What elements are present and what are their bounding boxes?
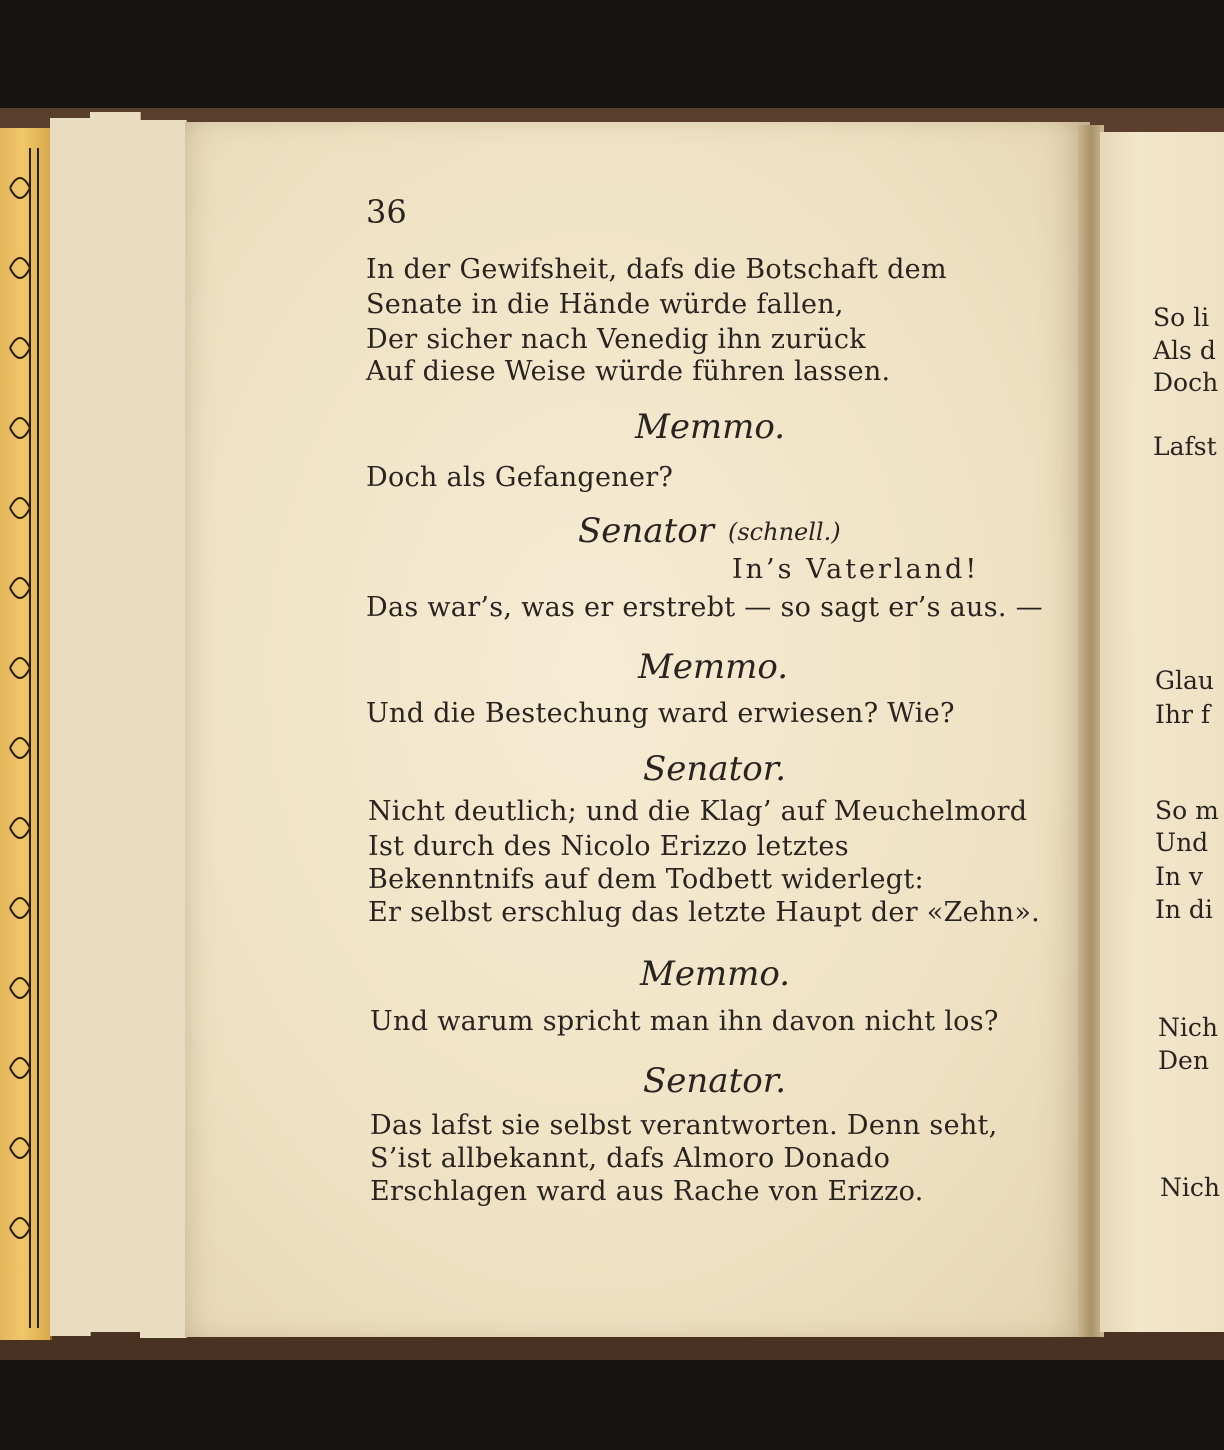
text-line: Nicht deutlich; und die Klag’ auf Meuchelmord xyxy=(368,796,1028,827)
text-line: Das war’s, was er erstrebt — so sagt er’s aus. — xyxy=(366,592,1043,623)
text-line: Das lafst sie selbst verantworten. Denn seht, xyxy=(370,1110,998,1141)
text-line: Senate in die Hände würde fallen, xyxy=(366,289,844,320)
text-line: Doch als Gefangener? xyxy=(366,462,674,493)
text-line: S’ist allbekannt, dafs Almoro Donado xyxy=(370,1143,891,1174)
text-line: Und warum spricht man ihn davon nicht los? xyxy=(370,1006,999,1037)
text-line: Und die Bestechung ward erwiesen? Wie? xyxy=(366,698,955,729)
page-edges-middle xyxy=(90,112,141,1332)
spine-ornament-icon xyxy=(0,128,50,1340)
text-line: Erschlagen ward aus Rache von Erizzo. xyxy=(370,1176,924,1207)
page-edges-outer xyxy=(50,118,91,1336)
right-page-fragment: In v xyxy=(1155,862,1204,891)
speaker-name: Memmo. xyxy=(638,647,789,687)
right-page-fragment: Ihr f xyxy=(1155,700,1211,729)
stage-direction: (schnell.) xyxy=(728,518,841,546)
speaker-name: Senator. xyxy=(643,1061,787,1101)
right-page-fragment: So li xyxy=(1153,303,1210,332)
right-page-fragment: Glau xyxy=(1155,666,1214,695)
right-page-fragment: Nich xyxy=(1160,1173,1220,1202)
text-line: Auf diese Weise würde führen lassen. xyxy=(366,356,891,387)
right-page-fragment: In di xyxy=(1155,895,1213,924)
page-number: 36 xyxy=(366,193,407,231)
right-page-fragment: Doch xyxy=(1153,368,1219,397)
text-line: Ist durch des Nicolo Erizzo letztes xyxy=(368,831,849,862)
text-line: Er selbst erschlug das letzte Haupt der «Zehn». xyxy=(368,897,1041,928)
text-line: Der sicher nach Venedig ihn zurück xyxy=(366,324,866,355)
speaker-name: Memmo. xyxy=(640,954,791,994)
text-line: In’s Vaterland! xyxy=(732,554,980,585)
right-page-fragment: So m xyxy=(1155,796,1219,825)
right-page-fragment: Lafst xyxy=(1153,432,1217,461)
spine-strip xyxy=(0,128,52,1340)
text-line: Bekenntnifs auf dem Todbett widerlegt: xyxy=(368,864,924,895)
speaker-name: Memmo. xyxy=(635,407,786,447)
text-line: In der Gewifsheit, dafs die Botschaft dem xyxy=(366,254,947,285)
speaker-name: Senator xyxy=(578,511,714,551)
right-page-fragment: Den xyxy=(1158,1046,1209,1075)
speaker-name: Senator. xyxy=(643,749,787,789)
right-page-fragment: Als d xyxy=(1153,336,1216,365)
right-page-fragment: Nich xyxy=(1158,1013,1218,1042)
page-edges-inner xyxy=(140,120,187,1338)
right-page-fragment: Und xyxy=(1155,828,1209,857)
